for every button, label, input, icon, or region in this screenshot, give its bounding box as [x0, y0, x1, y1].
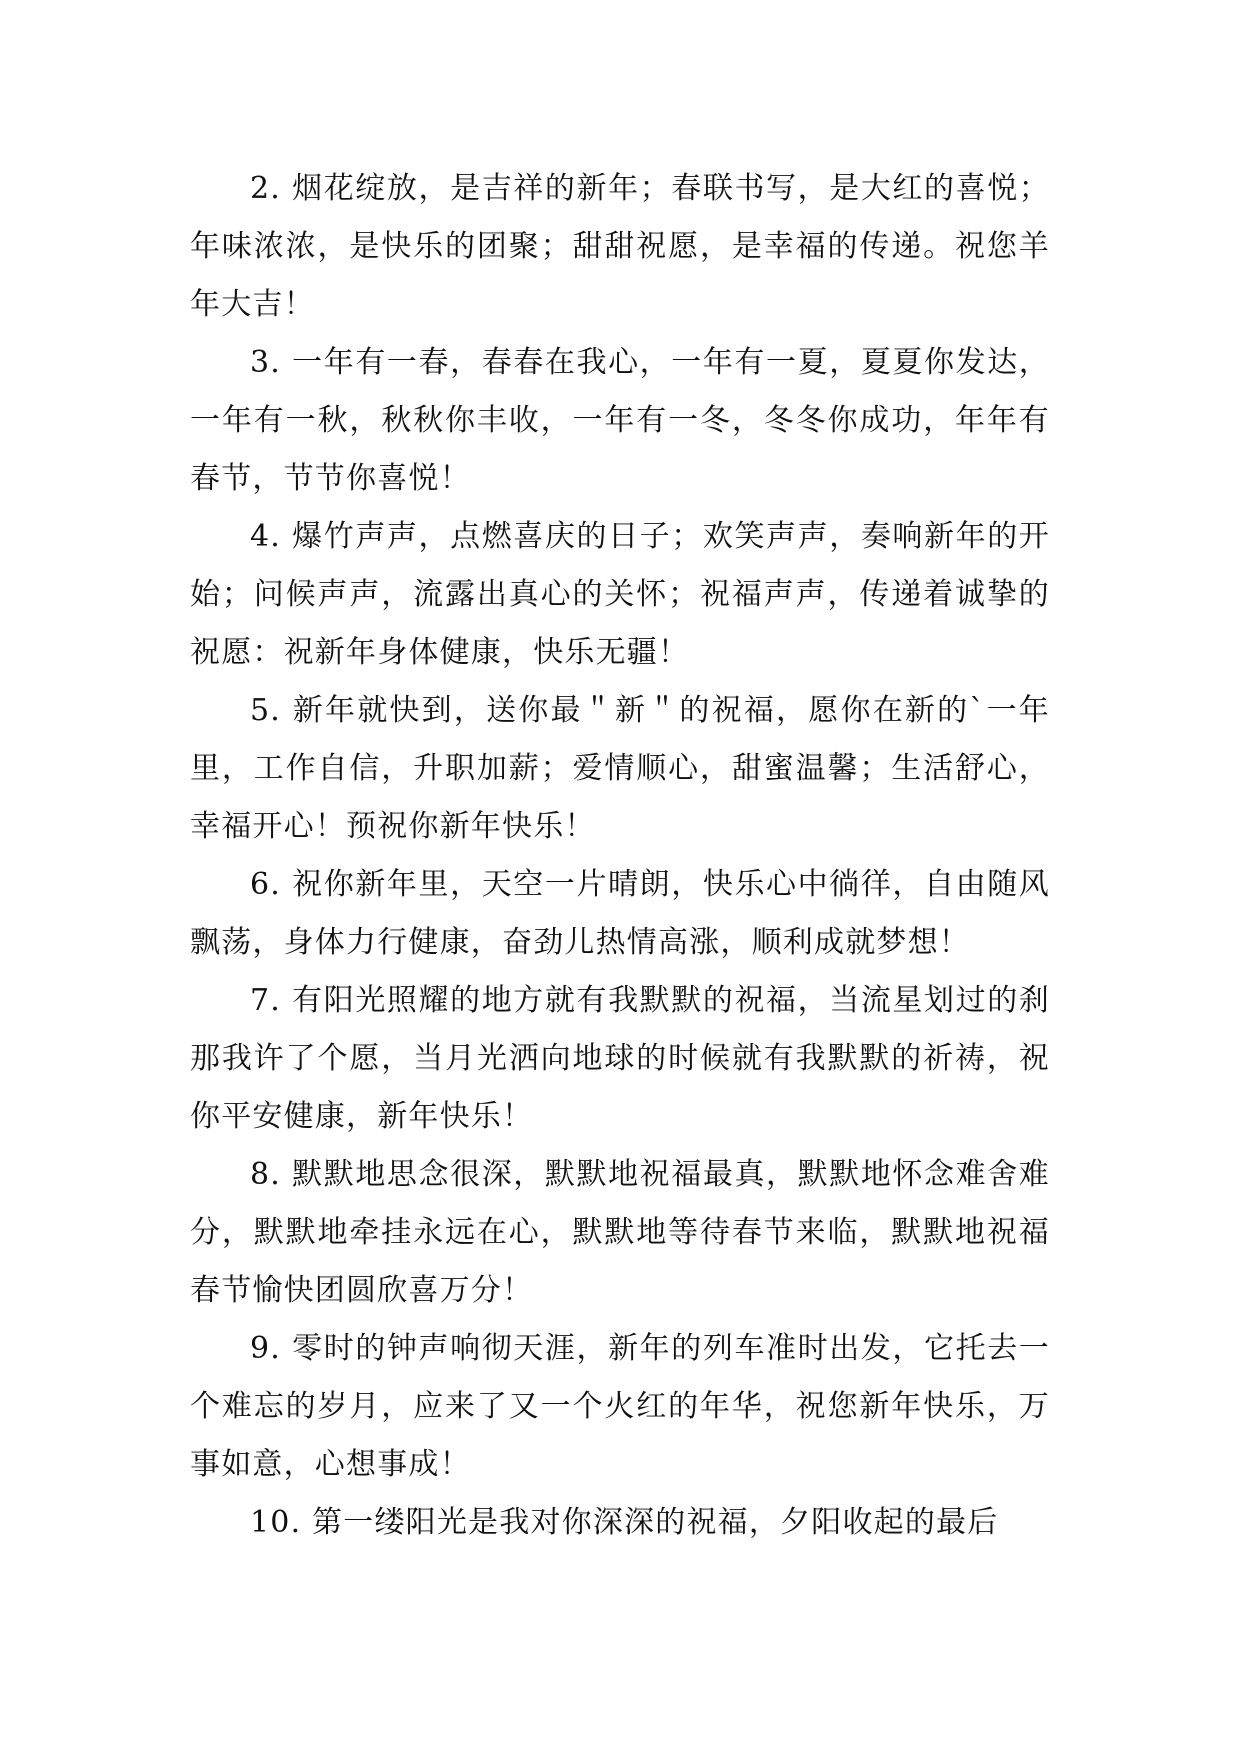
paragraph-3: 3. 一年有一春，春春在我心，一年有一夏，夏夏你发达，一年有一秋，秋秋你丰收，一年有一冬，冬冬你成功，年年有春节，节节你喜悦！ [190, 345, 1050, 496]
paragraph-2: 2. 烟花绽放，是吉祥的新年；春联书写，是大红的喜悦；年味浓浓，是快乐的团聚；甜甜祝愿，是幸福的传递。祝您羊年大吉！ [190, 171, 1050, 322]
paragraph-4: 4. 爆竹声声，点燃喜庆的日子；欢笑声声，奏响新年的开始；问候声声，流露出真心的关怀；祝福声声，传递着诚挚的祝愿：祝新年身体健康，快乐无疆！ [190, 519, 1050, 670]
paragraph-7: 7. 有阳光照耀的地方就有我默默的祝福，当流星划过的刹那我许了个愿，当月光洒向地球的时候就有我默默的祈祷，祝你平安健康，新年快乐！ [190, 983, 1050, 1134]
paragraph-8: 8. 默默地思念很深，默默地祝福最真，默默地怀念难舍难分，默默地牵挂永远在心，默默地等待春节来临，默默地祝福春节愉快团圆欣喜万分！ [190, 1157, 1050, 1308]
paragraph-9: 9. 零时的钟声响彻天涯，新年的列车准时出发，它托去一个难忘的岁月，应来了又一个火红的年华，祝您新年快乐，万事如意，心想事成！ [190, 1331, 1050, 1482]
document-body [190, 160, 1050, 1552]
paragraph-10: 10. 第一缕阳光是我对你深深的祝福，夕阳收起的最后 [250, 1505, 999, 1540]
paragraph-5: 5. 新年就快到，送你最＂新＂的祝福，愿你在新的`一年里，工作自信，升职加薪；爱情顺心，甜蜜温馨；生活舒心，幸福开心！预祝你新年快乐！ [190, 693, 1050, 844]
paragraph-6: 6. 祝你新年里，天空一片晴朗，快乐心中徜徉，自由随风飘荡，身体力行健康，奋劲儿热情高涨，顺利成就梦想！ [190, 867, 1050, 960]
